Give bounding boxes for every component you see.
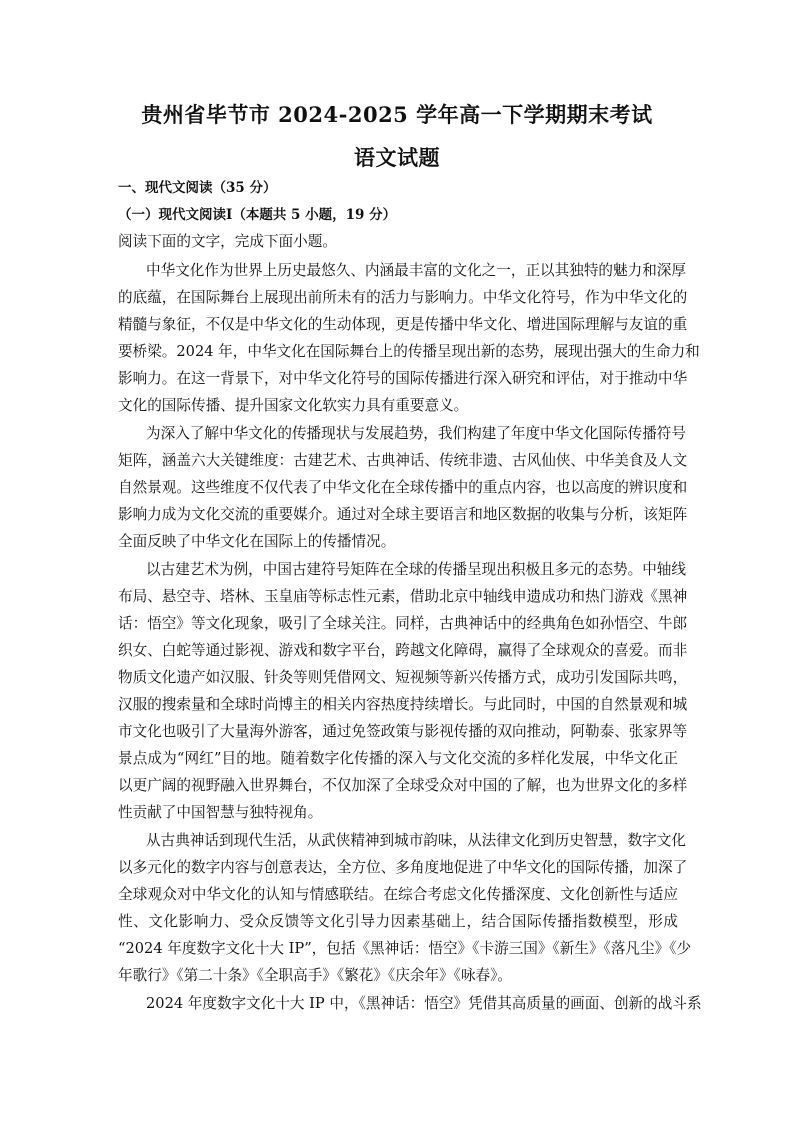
- body-line: 要桥梁。2024 年，中华文化在国际舞台上的传播呈现出新的态势，展现出强大的生命力和: [118, 343, 700, 360]
- body-line: 影响力成为文化交流的重要媒介。通过对全球主要语言和地区数据的收集与分析，该矩阵: [118, 506, 688, 523]
- body-line: 矩阵，涵盖六大关键维度：古建艺术、古典神话、传统非遗、古风仙侠、中华美食及人文: [118, 452, 688, 469]
- body-line: 景点成为“网红”目的地。随着数字化传播的深入与文化交流的多样化发展，中华文化正: [118, 750, 678, 767]
- body-line: 话：悟空》等文化现象，吸引了全球关注。同样，古典神话中的经典角色如孙悟空、牛郎: [118, 615, 688, 632]
- document-subtitle: 语文试题: [354, 145, 440, 170]
- body-line: 全面反映了中华文化在国际上的传播情况。: [118, 533, 396, 550]
- body-line: “2024 年度数字文化十大 IP”，包括《黑神话：悟空》《卡游三国》《新生》《落凡尘》《少: [118, 940, 692, 957]
- body-line: 的底蕴，在国际舞台上展现出前所未有的活力与影响力。中华文化符号，作为中华文化的: [118, 289, 688, 306]
- body-line: 汉服的搜索量和全球时尚博主的相关内容热度持续增长。与此同时，中国的自然景观和城: [118, 696, 688, 713]
- body-line: 织女、白蛇等通过影视、游戏和数字平台，跨越文化障碍，赢得了全球观众的喜爱。而非: [118, 642, 688, 659]
- subsection-heading: （一）现代文阅读Ⅰ（本题共 5 小题，19 分）: [118, 207, 397, 223]
- body-line: 性贡献了中国智慧与独特视角。: [118, 804, 323, 821]
- instruction-text: 阅读下面的文字，完成下面小题。: [118, 233, 337, 250]
- body-line: 精髓与象征，不仅是中华文化的生动体现，更是传播中华文化、增进国际理解与友谊的重: [118, 316, 688, 333]
- body-line: 物质文化遗产如汉服、针灸等则凭借网文、短视频等新兴传播方式，成功引发国际共鸣，: [118, 669, 688, 686]
- body-line: 市文化也吸引了大量海外游客，通过免签政策与影视传播的双向推动，阿勒泰、张家界等: [118, 723, 688, 740]
- body-line: 性、文化影响力、受众反馈等文化引导力因素基础上，结合国际传播指数模型，形成: [118, 913, 678, 930]
- body-line: 以多元化的数字内容与创意表达，全方位、多角度地促进了中华文化的国际传播，加深了: [118, 859, 688, 876]
- body-line: 文化的国际传播、提升国家文化软实力具有重要意义。: [118, 397, 469, 414]
- body-line: 中华文化作为世界上历史最悠久、内涵最丰富的文化之一，正以其独特的魅力和深厚: [146, 262, 686, 279]
- body-line: 2024 年度数字文化十大 IP 中，《黑神话：悟空》凭借其高质量的画面、创新的战斗系: [146, 995, 702, 1012]
- section-heading: 一、现代文阅读（35 分）: [118, 180, 277, 196]
- body-line: 布局、悬空寺、塔林、玉皇庙等标志性元素，借助北京中轴线申遗成功和热门游戏《黑神: [118, 588, 688, 605]
- body-line: 自然景观。这些维度不仅代表了中华文化在全球传播中的重点内容，也以高度的辨识度和: [118, 479, 688, 496]
- body-line: 年歌行》《第二十条》《全职高手》《繁花》《庆余年》《咏春》。: [118, 967, 513, 984]
- body-line: 以古建艺术为例，中国古建符号矩阵在全球的传播呈现出积极且多元的态势。中轴线: [146, 561, 686, 578]
- body-line: 以更广阔的视野融入世界舞台，不仅加深了全球受众对中国的了解，也为世界文化的多样: [118, 777, 688, 794]
- document-title: 贵州省毕节市 2024-2025 学年高一下学期期末考试: [141, 102, 653, 127]
- body-line: 为深入了解中华文化的传播现状与发展趋势，我们构建了年度中华文化国际传播符号: [146, 425, 686, 442]
- body-line: 全球观众对中华文化的认知与情感联结。在综合考虑文化传播深度、文化创新性与适应: [118, 886, 678, 903]
- body-line: 从古典神话到现代生活，从武侠精神到城市韵味，从法律文化到历史智慧，数字文化: [146, 832, 686, 849]
- body-line: 影响力。在这一背景下，对中华文化符号的国际传播进行深入研究和评估，对于推动中华: [118, 370, 688, 387]
